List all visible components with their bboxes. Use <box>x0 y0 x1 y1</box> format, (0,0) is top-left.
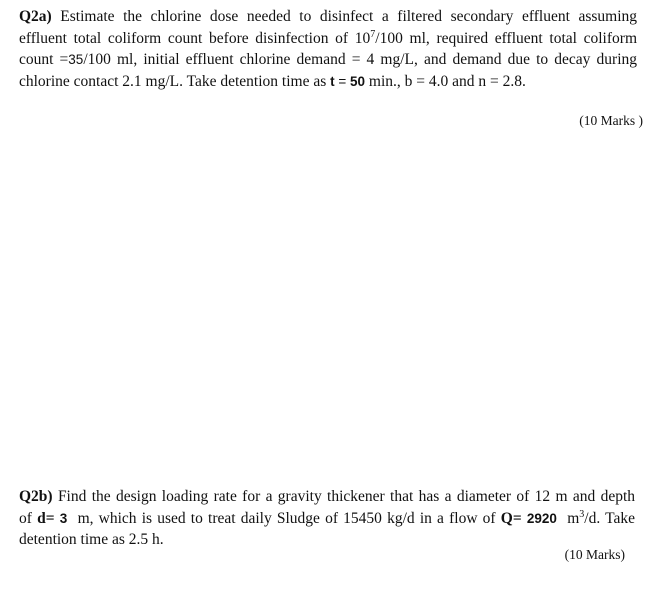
q2b-line-2 <box>19 508 635 530</box>
q2a-time-value: 50 <box>350 73 366 89</box>
q2a-line-3-text-b: /100 ml, initial effluent chlorine demand = 4 mg/L, and demand due to decay during <box>83 51 638 68</box>
q2b-depth-equals: = <box>45 509 60 527</box>
q2b-line-3-text: detention time as 2.5 h. <box>19 531 164 548</box>
q2a-line-4-text-a: chlorine contact 2.1 mg/L. Take detention time as <box>19 72 331 90</box>
q2b-line-3 <box>19 529 635 551</box>
q2b-flow-equals: = <box>512 509 527 527</box>
q2b-marks: (10 Marks) <box>564 547 625 562</box>
q2b-line-2-text-a: of <box>19 509 38 527</box>
q2b-line-2-text-c: m <box>556 509 580 527</box>
q2a-label: Q2a) <box>19 8 52 25</box>
q2b-label: Q2b) <box>19 488 53 505</box>
q2b-line-2-text-b: m, which is used to treat daily Sludge of 15450 kg/d in a flow of <box>67 509 501 527</box>
q2b-line-1 <box>19 486 635 508</box>
q2b-line-1-text: Find the design loading rate for a gravity thickener that has a diameter of 12 m and depth <box>57 488 636 505</box>
q2a-marks: (10 Marks ) <box>579 113 643 128</box>
q2a-line-4 <box>19 71 637 93</box>
q2a-line-1-text: Estimate the chlorine dose needed to disinfect a filtered secondary effluent assuming <box>60 8 638 25</box>
q2a-line-2-text-b: /100 ml, required effluent total coliform <box>375 29 637 47</box>
q2b-depth-symbol: d <box>37 509 46 527</box>
q2b-depth-value: 3 <box>59 510 68 526</box>
q2a-line-4-text-b: min., b = 4.0 and n = 2.8. <box>365 72 526 90</box>
q2a-time-equals: = <box>334 73 351 89</box>
q2a-line-2-text-a: effluent total coliform count before disinfection of 10 <box>19 29 371 47</box>
q2b-flow-value: 2920 <box>526 510 557 526</box>
q2a-line-1 <box>19 6 637 28</box>
q2a-coliform-value: 35 <box>68 52 84 67</box>
question-2b <box>19 486 635 551</box>
q2b-flow-symbol: Q <box>500 509 513 527</box>
q2a-line-3-text-a: count = <box>19 51 69 68</box>
q2b-line-2-text-d: /d. Take <box>584 509 635 527</box>
q2b-exponent: 3 <box>579 508 585 520</box>
question-2a <box>19 6 637 92</box>
q2a-exponent: 7 <box>370 28 376 40</box>
q2a-line-3 <box>19 49 637 71</box>
q2a-time-symbol: t <box>330 73 335 89</box>
q2a-line-2 <box>19 28 637 50</box>
